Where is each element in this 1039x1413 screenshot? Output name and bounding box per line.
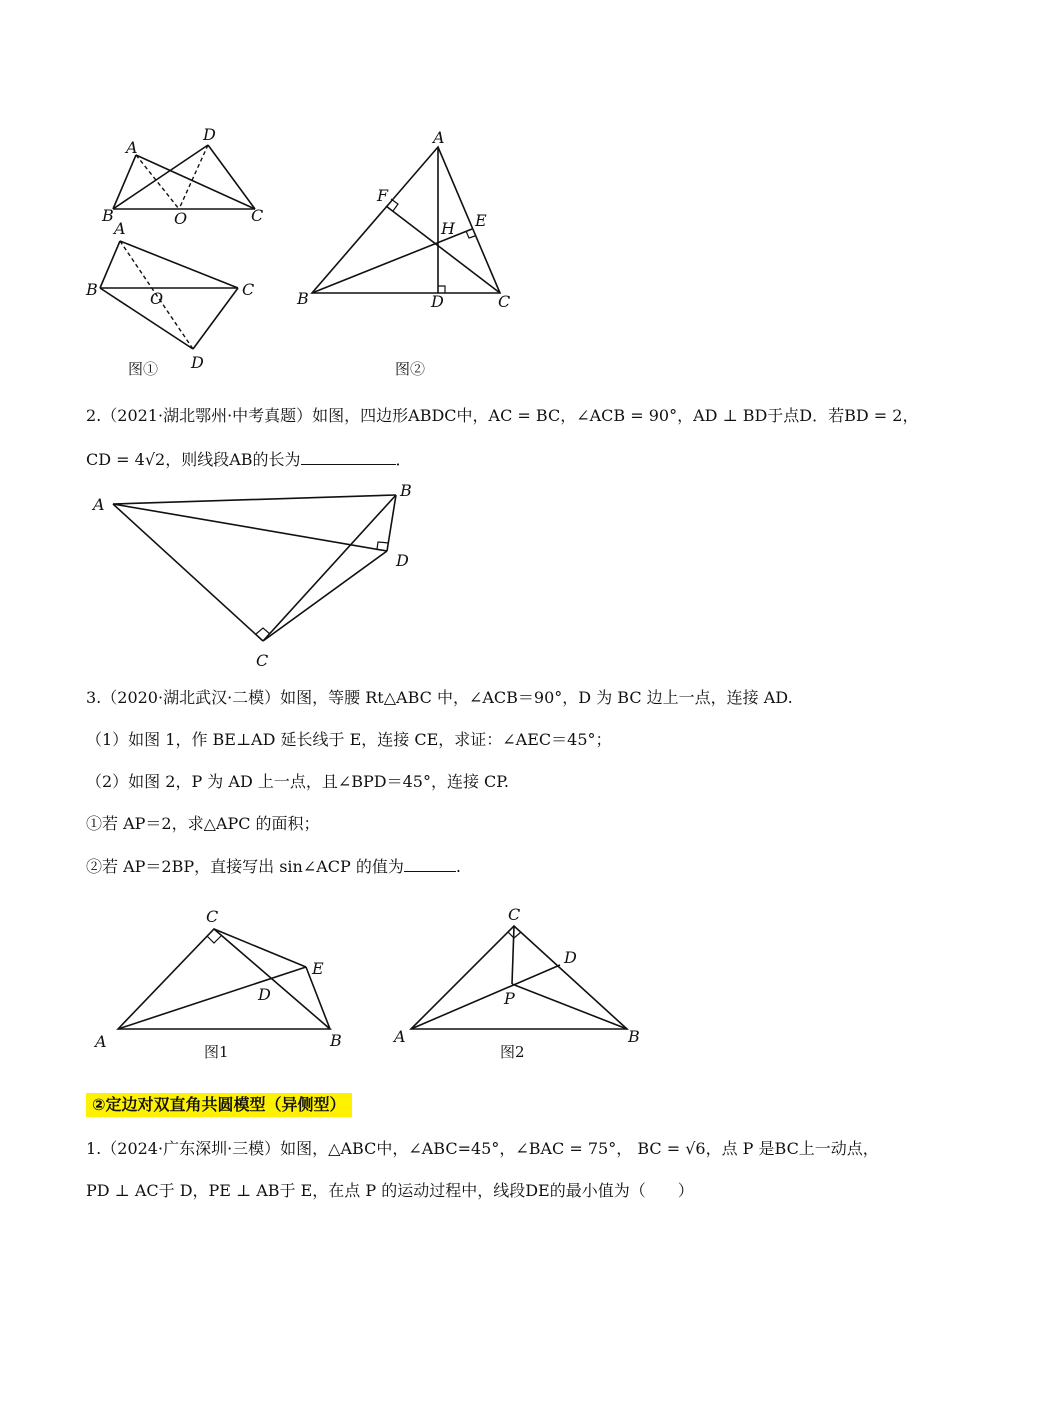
q2-line-2: [86, 448, 412, 471]
q2-label-C: C: [256, 651, 269, 670]
q2-segment-AC: [113, 504, 263, 641]
q2-segment-AD: [113, 504, 387, 551]
q3-fig1-label-C: C: [206, 907, 219, 926]
q3-line-5: [86, 855, 461, 878]
fig2-label-E: E: [475, 211, 487, 230]
fig2-label-H: H: [441, 219, 455, 238]
q3-fig2-label-D: D: [564, 948, 577, 967]
fig1b-label-D: D: [191, 353, 204, 372]
q3-answer-blank[interactable]: [404, 855, 456, 872]
q3-fig2-label-C: C: [508, 905, 521, 924]
fig1b-label-A: A: [114, 219, 126, 238]
q3-line-1: 3.（2020·湖北武汉·二模）如图，等腰 Rt△ABC 中，∠ACB＝90°，D 为 BC 边上一点，连接 AD.: [86, 688, 793, 707]
q2-right-angle-C: [256, 628, 270, 634]
q2-segment-BC: [263, 495, 396, 641]
q3-line-2: （1）如图 1，作 BE⊥AD 延长线于 E，连接 CE，求证：∠AEC＝45°；: [86, 730, 612, 749]
q3-fig1-label-E: E: [312, 959, 324, 978]
section-title: ②定边对双直角共圆模型（异侧型）: [86, 1093, 352, 1117]
q3-line-3: （2）如图 2，P 为 AD 上一点，且∠BPD＝45°，连接 CP.: [86, 772, 509, 791]
q3-fig2-caption: 图2: [500, 1043, 525, 1061]
fig1-caption: 图①: [128, 360, 159, 378]
fig1a-label-C: C: [251, 206, 264, 225]
fig1b-label-C: C: [242, 280, 255, 299]
q2-label-B: B: [400, 481, 412, 500]
fig2-label-C: C: [498, 292, 511, 311]
q2-answer-blank[interactable]: [301, 448, 396, 465]
q2-line-1: 2.（2021·湖北鄂州·中考真题）如图，四边形ABDC中，AC = BC，∠ACB = 90°，AD ⊥ BD于点D．若BD = 2，: [86, 406, 919, 425]
q3-line-5-end: .: [455, 857, 461, 876]
q3-line-5-text: ②若 AP＝2BP，直接写出 sin∠ACP 的值为: [86, 857, 404, 876]
q3-fig2-segment-BP: [512, 984, 627, 1029]
fig1a-label-D: D: [203, 125, 216, 144]
q2-label-D: D: [396, 551, 409, 570]
q3-fig2-triangle-ABC: [411, 926, 627, 1029]
q2-segment-AB: [113, 495, 396, 504]
fig2-label-F: F: [377, 186, 389, 205]
fig2-caption: 图②: [395, 360, 426, 378]
fig1b-label-B: B: [86, 280, 98, 299]
q3-fig1-segment-AE: [118, 967, 306, 1029]
q3-fig1-caption: 图1: [204, 1043, 229, 1061]
fig1a-label-B: B: [102, 206, 114, 225]
q3-fig2-segment-CP: [512, 926, 514, 984]
q3-fig1-label-A: A: [95, 1032, 107, 1051]
fig1a-dashed-AO: [136, 155, 179, 209]
q3-fig2-segment-AD: [411, 965, 560, 1029]
q4-line-1: 1.（2024·广东深圳·三模）如图，△ABC中，∠ABC=45°，∠BAC = 75°， BC = √6，点 P 是BC上一动点，: [86, 1139, 879, 1158]
fig1a-label-O: O: [174, 209, 188, 228]
q3-fig1-segment-CE: [214, 929, 306, 967]
fig1b-segment-DC: [193, 288, 238, 349]
q3-line-4: ①若 AP＝2，求△APC 的面积；: [86, 814, 320, 833]
fig1b-segment-BD: [100, 288, 193, 349]
fig1b-label-O: O: [150, 289, 164, 308]
fig2-label-A: A: [433, 128, 445, 147]
q3-fig2-label-A: A: [394, 1027, 406, 1046]
q2-line-2-end: ．: [395, 450, 412, 469]
q3-fig1-label-D: D: [258, 985, 271, 1004]
q4-line-2: PD ⊥ AC于 D，PE ⊥ AB于 E，在点 P 的运动过程中，线段DE的最小值为（ ）: [86, 1181, 694, 1200]
q2-label-A: A: [93, 495, 105, 514]
q3-fig1-right-angle-C: [207, 936, 221, 943]
q3-fig2-label-P: P: [504, 989, 515, 1008]
fig1a-label-A: A: [126, 138, 138, 157]
fig1b-segment-AC: [120, 241, 238, 288]
fig2-altitude-BE: [312, 229, 472, 293]
q2-segment-DC: [263, 551, 387, 641]
q3-fig1-label-B: B: [330, 1031, 342, 1050]
fig1b-segment-BA: [100, 241, 120, 288]
fig2-label-B: B: [297, 289, 309, 308]
q3-fig1-triangle-ABC: [118, 929, 330, 1029]
fig1a-segment-DC: [208, 145, 255, 209]
q3-fig2-label-B: B: [628, 1027, 640, 1046]
fig2-label-D: D: [431, 292, 444, 311]
q2-line-2-text: CD = 4√2，则线段AB的长为: [86, 450, 301, 469]
